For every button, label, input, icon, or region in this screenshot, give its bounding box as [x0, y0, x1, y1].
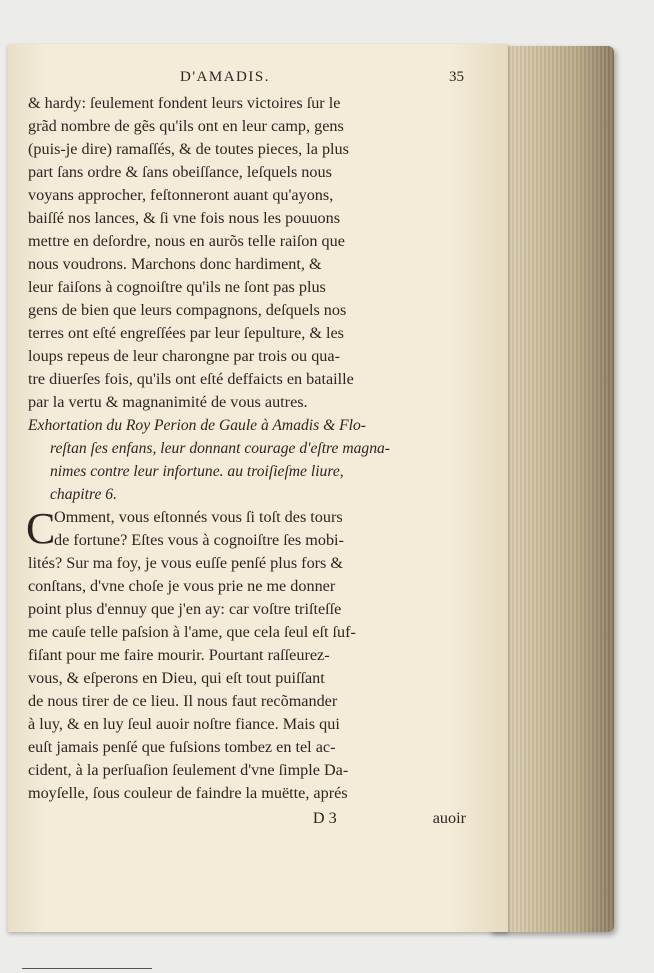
text-line: de nous tirer de ce lieu. Il nous faut recõmander — [28, 692, 338, 710]
text-line: tre diuerſes fois, qu'ils ont eſté deffaicts en bataille — [28, 370, 354, 388]
heading-line: chapitre 6. — [50, 486, 117, 503]
body-paragraph — [28, 92, 466, 414]
heading-line: reſtan ſes enfans, leur donnant courage d'eſtre magna- — [50, 440, 390, 457]
text-line: me cauſe telle paſsion à l'ame, que cela ſeul eſt ſuf- — [28, 623, 356, 641]
text-line: fiſant pour me faire mourir. Pourtant raſſeurez- — [28, 646, 330, 664]
text-line: grãd nombre de gẽs qu'ils ont en leur camp, gens — [28, 117, 344, 135]
text-line: loups repeus de leur charongne par trois ou qua- — [28, 347, 340, 365]
text-line: voyans approcher, feſtonneront auant qu'ayons, — [28, 186, 334, 204]
page-fore-edge — [490, 46, 614, 932]
text-line: lités? Sur ma foy, je vous euſſe penſé plus fors & — [28, 554, 343, 572]
text-line: moyſelle, ſous couleur de faindre la muëtte, aprés — [28, 784, 348, 802]
text-line: euſt jamais penſé que fuſsions tombez en tel ac- — [28, 738, 336, 756]
text-line: cident, à la perſuaſion ſeulement d'vne ſimple Da- — [28, 761, 349, 779]
text-line: vous, & eſperons en Dieu, qui eſt tout puiſſant — [28, 669, 325, 687]
drop-cap: C — [26, 504, 56, 553]
heading-line: Exhortation du Roy Perion de Gaule à Amadis & Flo- — [28, 417, 366, 434]
text-line: & hardy: ſeulement fondent leurs victoires ſur le — [28, 94, 341, 112]
catchword: auoir — [432, 809, 466, 827]
text-line: mettre en deſordre, nous en aurõs telle raiſon que — [28, 232, 345, 250]
text-line: point plus d'ennuy que j'en ay: car voſtre triſteſſe — [28, 600, 342, 618]
text-line: baiſſé nos lances, & ſi vne fois nous les pouuons — [28, 209, 341, 227]
first-line-text: Omment, vous eſtonnés vous ſi toſt des tours — [54, 508, 343, 526]
text-line: gens de bien que leurs compagnons, deſquels nos — [28, 301, 347, 319]
text-line: par la vertu & magnanimité de vous autres. — [28, 393, 308, 411]
signature-mark: D 3 — [312, 809, 337, 827]
chapter-paragraph — [28, 506, 466, 805]
page-header — [28, 66, 466, 90]
text-line: terres ont eſté engreſſées par leur ſepulture, & les — [28, 324, 344, 342]
page-footer — [28, 807, 466, 830]
page-number: 35 — [449, 69, 464, 85]
heading-line: nimes contre leur infortune. au troiſieſme liure, — [50, 463, 344, 480]
section-heading — [28, 414, 466, 506]
text-line: leur faiſons à cognoiſtre qu'ils ne ſont pas plus — [28, 278, 326, 296]
text-line: (puis-je dire) ramaſſés, & de toutes pieces, la plus — [28, 140, 349, 158]
text-line: de fortune? Eſtes vous à cognoiſtre ſes mobi- — [54, 531, 344, 549]
text-line: à luy, & en luy ſeul auoir noſtre fiance. Mais qui — [28, 715, 340, 733]
page-text — [28, 66, 466, 830]
scale-rule — [22, 968, 152, 969]
printed-page — [8, 44, 508, 932]
text-line: conſtans, d'vne choſe je vous prie ne me donner — [28, 577, 336, 595]
text-line: nous voudrons. Marchons donc hardiment, & — [28, 255, 322, 273]
running-head: D'AMADIS. — [180, 69, 270, 85]
text-line: part ſans ordre & ſans obeiſſance, leſquels nous — [28, 163, 332, 181]
